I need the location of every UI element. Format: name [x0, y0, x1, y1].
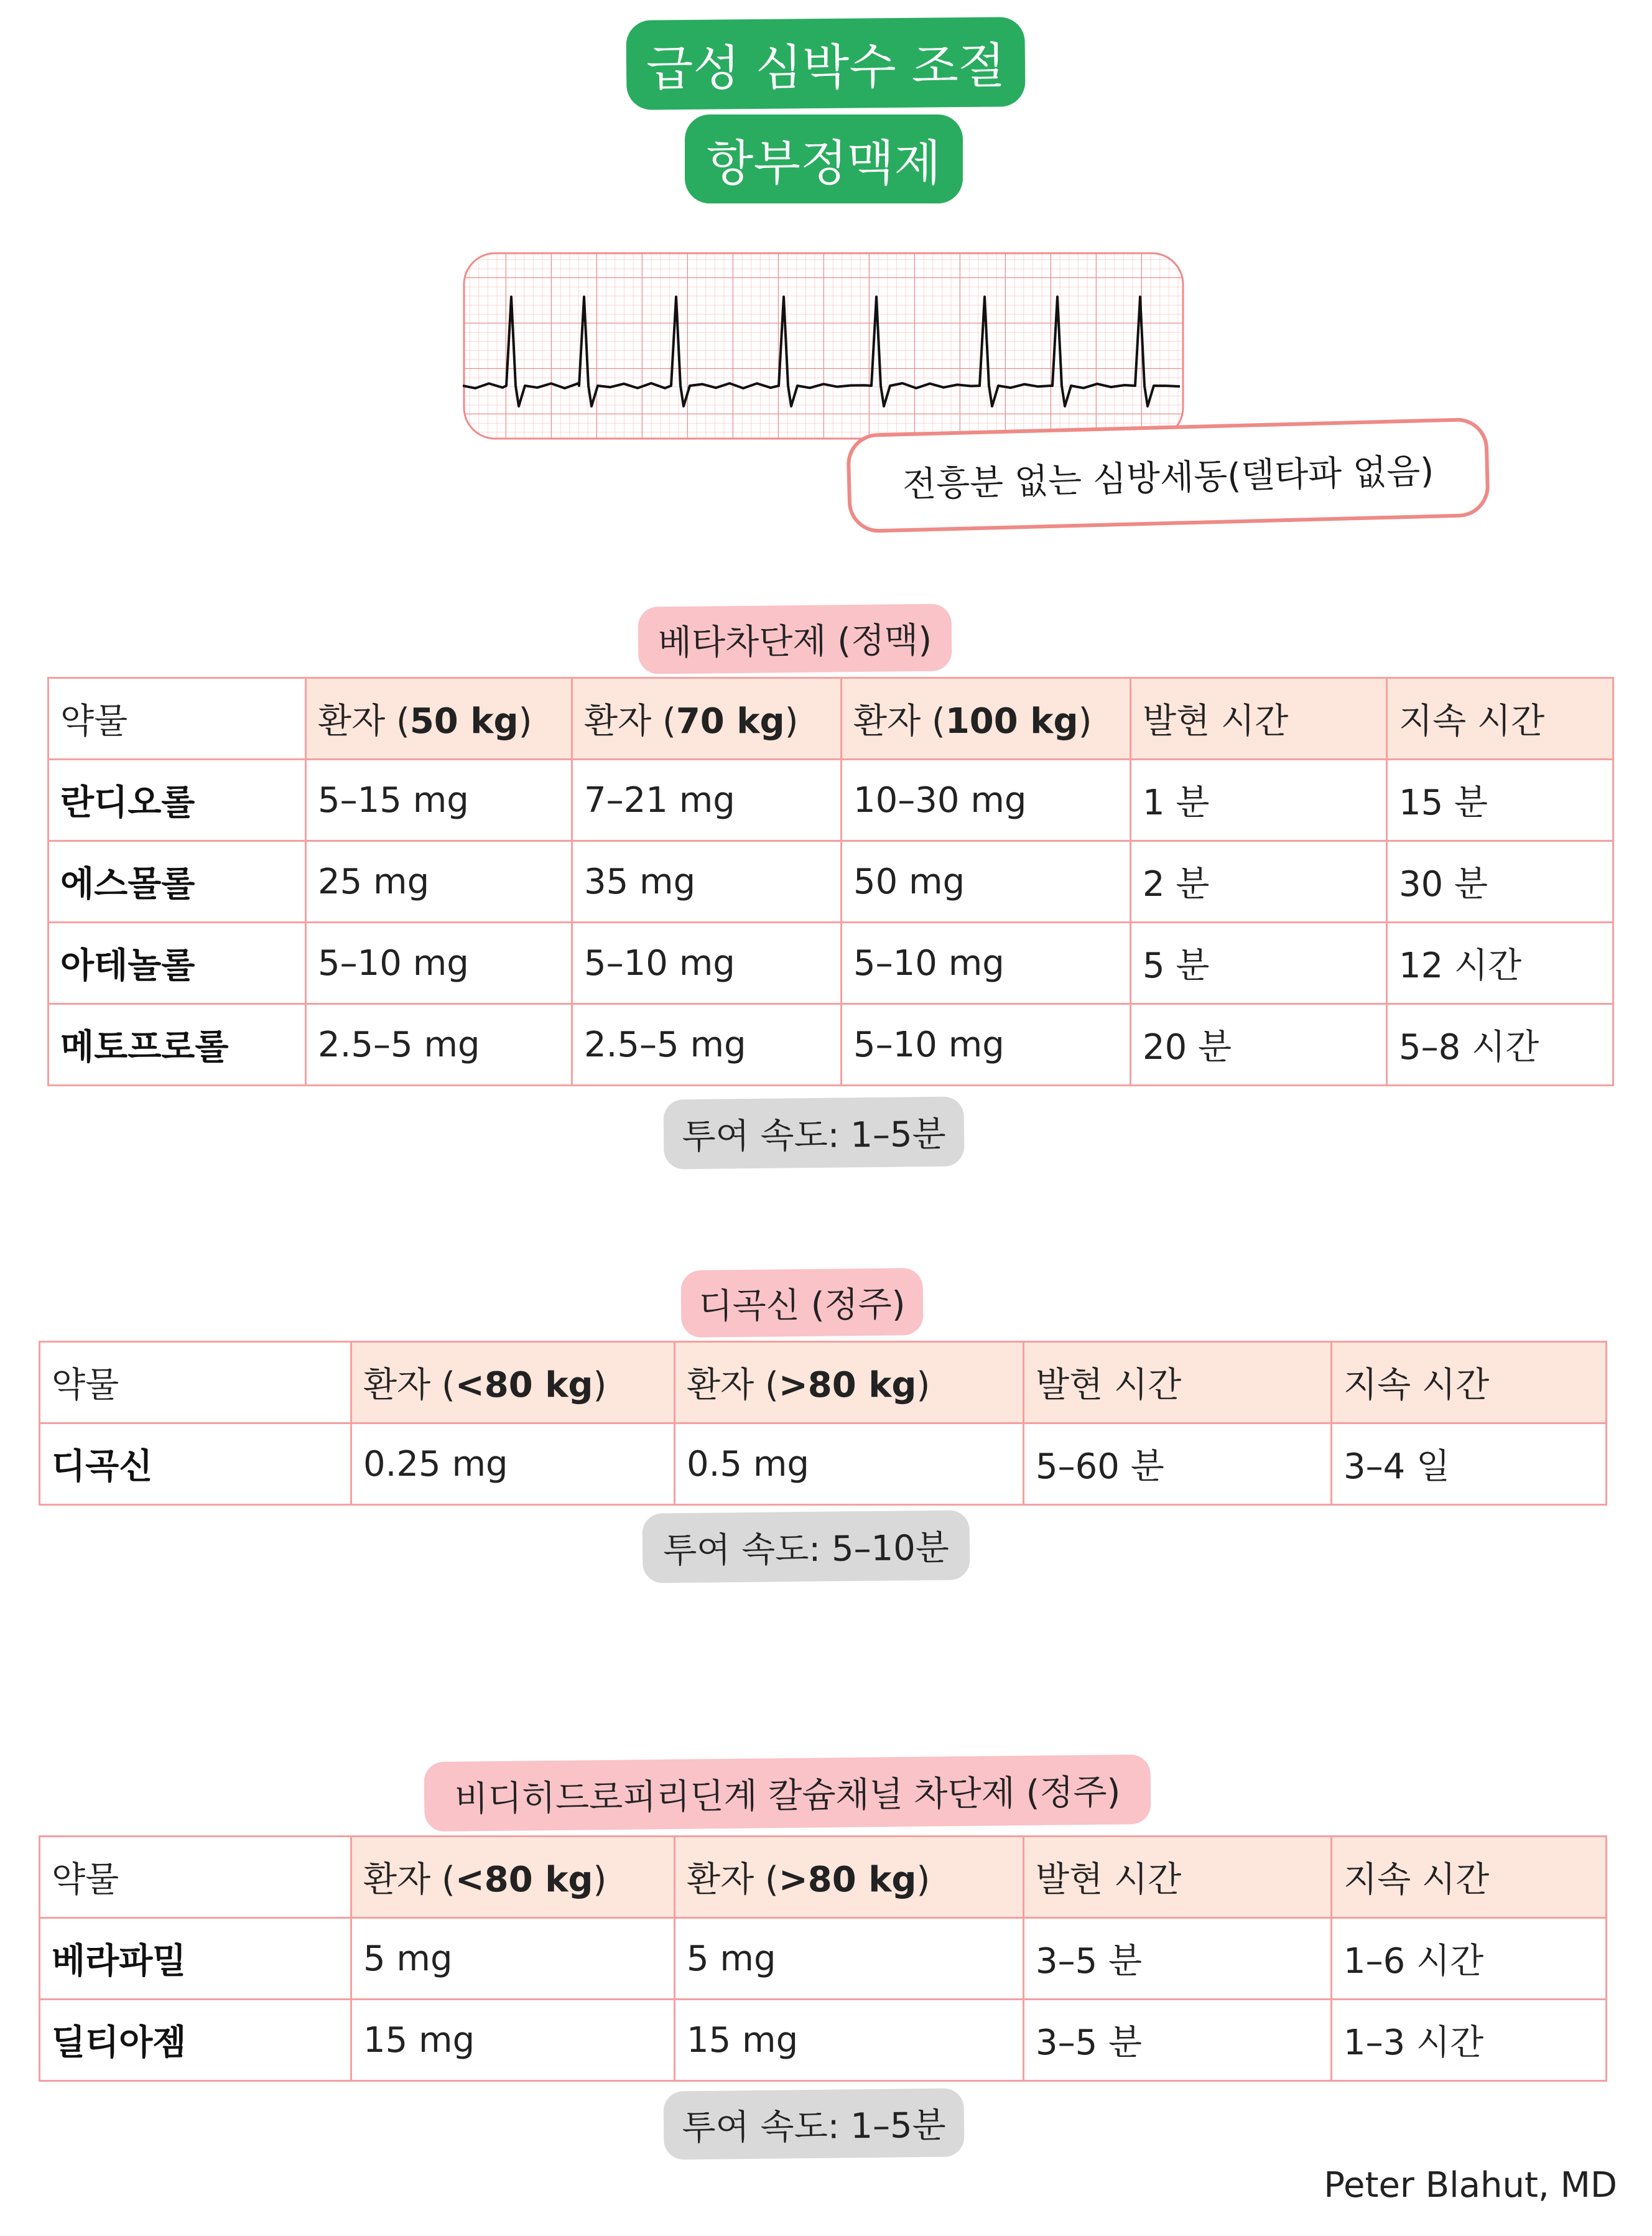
- table-row: [49, 923, 1613, 1004]
- drug-name: 아테놀롤: [49, 923, 306, 1004]
- digoxin-administration-rate: 투여 속도: 5–10분: [642, 1510, 970, 1583]
- column-header: 환자 (>80 kg): [675, 1342, 1024, 1423]
- table-cell: 25 mg: [306, 841, 572, 923]
- table-cell: 7–21 mg: [572, 760, 842, 841]
- table-cell: 2.5–5 mg: [306, 1004, 572, 1086]
- column-header: 발현 시간: [1131, 678, 1387, 760]
- table-cell: 15 mg: [351, 2000, 675, 2081]
- weight-value: >80 kg: [778, 1860, 917, 1900]
- ccb-table: [39, 1835, 1607, 2082]
- column-header: 환자 (<80 kg): [351, 1342, 675, 1423]
- table-cell: 5 mg: [351, 1918, 675, 2000]
- table-row: [40, 1918, 1607, 2000]
- weight-value: 50 kg: [409, 701, 519, 742]
- column-header: 약물: [40, 1837, 351, 1918]
- table-cell: 2.5–5 mg: [572, 1004, 842, 1086]
- table-cell: 3–5 분: [1024, 1918, 1332, 2000]
- ecg-caption: 전흥분 없는 심방세동(델타파 없음): [846, 417, 1490, 534]
- table-cell: 5–10 mg: [572, 923, 842, 1004]
- drug-name: 딜티아젬: [40, 2000, 351, 2081]
- table-cell: 1–6 시간: [1332, 1918, 1607, 2000]
- table-cell: 2 분: [1131, 841, 1387, 923]
- table-row: [40, 1423, 1607, 1505]
- table-cell: 5–10 mg: [842, 923, 1131, 1004]
- table-cell: 12 시간: [1387, 923, 1613, 1004]
- title-banner: 급성 심박수 조절: [626, 17, 1025, 110]
- table-cell: 35 mg: [572, 841, 842, 923]
- column-header: 지속 시간: [1332, 1342, 1607, 1423]
- table-header-row: [49, 678, 1613, 760]
- table-header-row: [40, 1342, 1607, 1423]
- table-cell: 1–3 시간: [1332, 2000, 1607, 2081]
- table-cell: 20 분: [1131, 1004, 1387, 1086]
- table-row: [40, 2000, 1607, 2081]
- beta-blockers-table: [47, 677, 1614, 1086]
- table-row: [49, 760, 1613, 841]
- column-header: 지속 시간: [1332, 1837, 1607, 1918]
- table-row: [49, 841, 1613, 923]
- drug-name: 에스몰롤: [49, 841, 306, 923]
- table-cell: 10–30 mg: [842, 760, 1131, 841]
- column-header: 약물: [40, 1342, 351, 1423]
- weight-value: 70 kg: [675, 701, 785, 742]
- ccb-administration-rate: 투여 속도: 1–5분: [663, 2088, 964, 2159]
- table-cell: 1 분: [1131, 760, 1387, 841]
- weight-value: >80 kg: [778, 1365, 917, 1405]
- column-header: 환자 (>80 kg): [675, 1837, 1024, 1918]
- weight-value: <80 kg: [455, 1860, 593, 1900]
- drug-name: 베라파밀: [40, 1918, 351, 2000]
- beta-blockers-administration-rate: 투여 속도: 1–5분: [663, 1096, 964, 1169]
- table-cell: 50 mg: [842, 841, 1131, 923]
- table-cell: 5–8 시간: [1387, 1004, 1613, 1086]
- drug-name: 디곡신: [40, 1423, 351, 1505]
- column-header: 환자 (100 kg): [842, 678, 1131, 760]
- beta-blockers-section-label: 베타차단제 (정맥): [638, 603, 952, 674]
- column-header: 환자 (50 kg): [306, 678, 572, 760]
- table-cell: 15 분: [1387, 760, 1613, 841]
- digoxin-table: [39, 1341, 1607, 1506]
- drug-name: 란디오롤: [49, 760, 306, 841]
- weight-value: 100 kg: [945, 701, 1079, 742]
- table-cell: 3–4 일: [1332, 1423, 1607, 1505]
- table-cell: 15 mg: [675, 2000, 1024, 2081]
- drug-name: 메토프로롤: [49, 1004, 306, 1086]
- subtitle-banner: 항부정맥제: [685, 114, 963, 203]
- column-header: 발현 시간: [1024, 1342, 1332, 1423]
- column-header: 환자 (70 kg): [572, 678, 842, 760]
- author-credit: Peter Blahut, MD: [1324, 2165, 1617, 2206]
- table-cell: 5 mg: [675, 1918, 1024, 2000]
- table-cell: 0.5 mg: [675, 1423, 1024, 1505]
- column-header: 환자 (<80 kg): [351, 1837, 675, 1918]
- table-cell: 3–5 분: [1024, 2000, 1332, 2081]
- column-header: 지속 시간: [1387, 678, 1613, 760]
- ccb-section-label: 비디히드로피리딘계 칼슘채널 차단제 (정주): [424, 1754, 1151, 1832]
- table-cell: 5–15 mg: [306, 760, 572, 841]
- table-cell: 5 분: [1131, 923, 1387, 1004]
- column-header: 발현 시간: [1024, 1837, 1332, 1918]
- table-cell: 5–10 mg: [306, 923, 572, 1004]
- table-cell: 5–10 mg: [842, 1004, 1131, 1086]
- table-cell: 0.25 mg: [351, 1423, 675, 1505]
- digoxin-section-label: 디곡신 (정주): [680, 1268, 923, 1338]
- weight-value: <80 kg: [455, 1365, 593, 1405]
- ecg-strip: [463, 252, 1184, 440]
- column-header: 약물: [49, 678, 306, 760]
- table-cell: 30 분: [1387, 841, 1613, 923]
- table-cell: 5–60 분: [1024, 1423, 1332, 1505]
- table-row: [49, 1004, 1613, 1086]
- table-header-row: [40, 1837, 1607, 1918]
